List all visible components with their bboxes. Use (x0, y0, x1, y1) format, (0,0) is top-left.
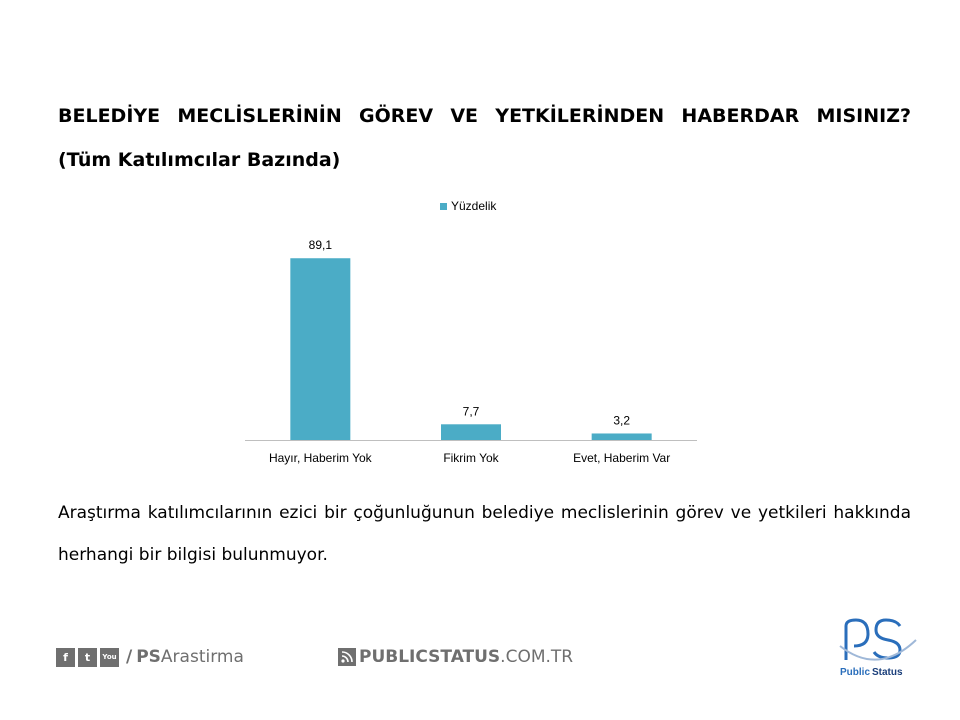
title-line-1: BELEDİYE MECLİSLERİNİN GÖREV VE YETKİLERİNDEN HABERDAR MISINIZ? (58, 105, 911, 127)
data-label-2: 7,7 (462, 404, 480, 419)
svg-text:Public: Public (840, 667, 871, 678)
facebook-icon[interactable]: f (56, 648, 75, 667)
bar-3 (592, 433, 652, 440)
youtube-icon[interactable]: You (100, 648, 119, 667)
slide-title (58, 94, 911, 182)
summary-text: Araştırma katılımcılarının ezici bir çoğunluğunun belediye meclislerinin görev ve yetkileri hakkında herhangi bir bilgisi bulunmuyor. (58, 503, 911, 565)
twitter-icon[interactable]: t (78, 648, 97, 667)
site-name-light: .COM.TR (500, 647, 574, 667)
tick-label-2: Fikrim Yok (443, 451, 499, 465)
chart-legend (440, 199, 497, 213)
title-line-2: (Tüm Katılımcılar Bazında) (58, 149, 341, 171)
public-status-logo (838, 616, 918, 680)
legend-label: Yüzdelik (451, 199, 497, 213)
bar-1 (290, 258, 350, 440)
rss-icon (338, 648, 356, 666)
footer-social (56, 647, 244, 667)
data-label-1: 89,1 (308, 238, 333, 253)
footer-slash: / (126, 647, 133, 667)
bar-chart (230, 190, 720, 480)
svg-text:Status: Status (872, 667, 903, 678)
handle-bold: PS (136, 647, 161, 667)
legend-swatch (440, 203, 447, 210)
site-name-bold: PUBLICSTATUS (359, 647, 501, 667)
handle-light: Arastirma (160, 647, 244, 667)
data-label-3: 3,2 (613, 413, 631, 428)
tick-label-1: Hayır, Haberim Yok (268, 451, 372, 465)
footer-website[interactable] (338, 647, 573, 667)
bar-2 (441, 424, 501, 440)
tick-label-3: Evet, Haberim Var (573, 451, 671, 465)
